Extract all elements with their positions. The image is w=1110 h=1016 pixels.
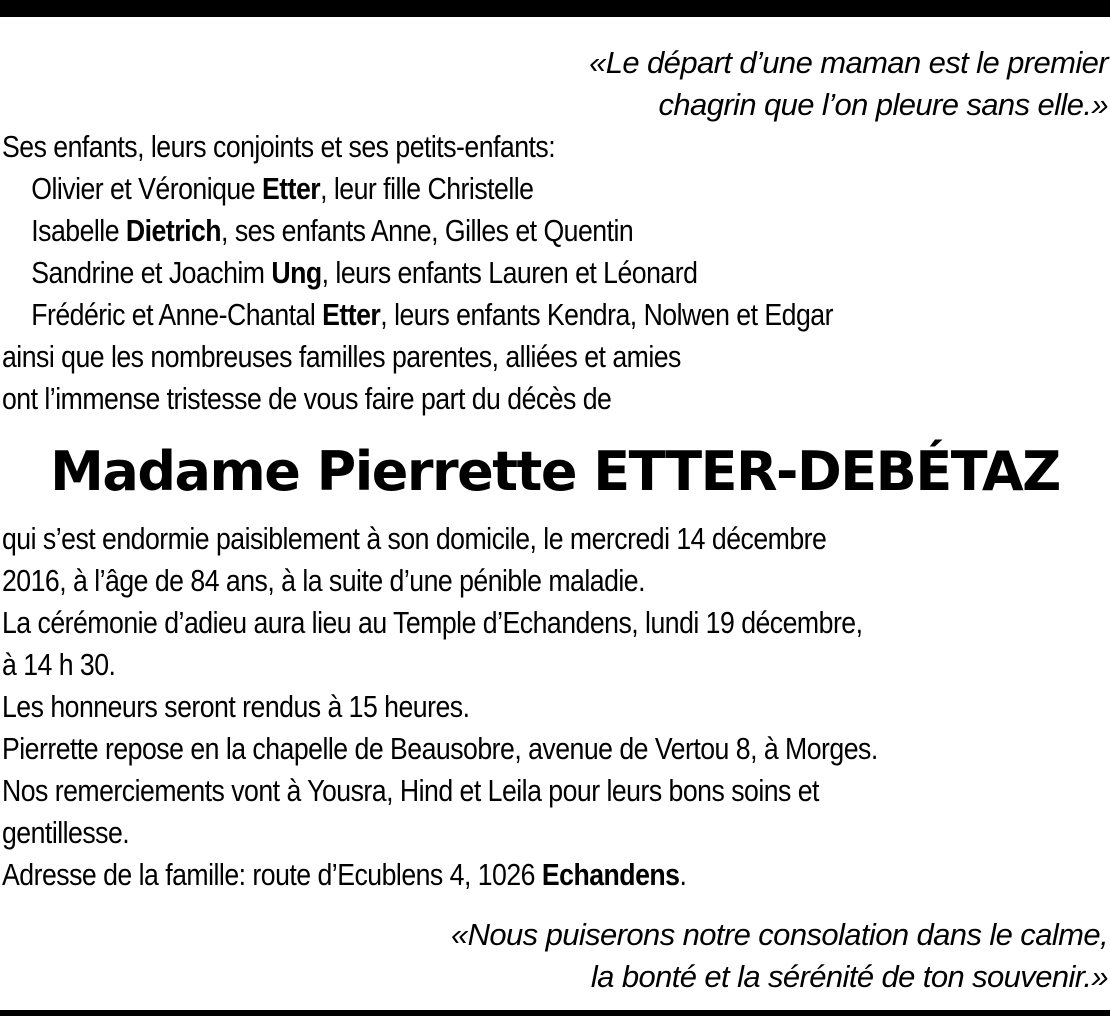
address-end: .: [679, 857, 687, 892]
opening-quote-line-2: chagrin que l’on pleure sans elle.»: [658, 87, 1108, 122]
family-intro: Ses enfants, leurs conjoints et ses petits-enfants:: [2, 129, 556, 164]
honours-line: Les honneurs seront rendus à 15 heures.: [2, 689, 470, 724]
address-text: Adresse de la famille: route d’Ecublens 4, 1026: [2, 857, 542, 892]
top-rule: [0, 0, 1110, 17]
family-member-surname: Etter: [261, 171, 321, 206]
family-member-surname: Dietrich: [125, 213, 222, 248]
family-member-post: , ses enfants Anne, Gilles et Quentin: [221, 213, 634, 248]
ceremony-line-1: La cérémonie d’adieu aura lieu au Temple d’Echandens, lundi 19 décembre,: [2, 605, 863, 640]
deceased-name: Madame Pierrette ETTER-DEBÉTAZ: [50, 440, 1060, 503]
family-member-surname: Etter: [322, 297, 381, 332]
family-member-line: [2, 294, 953, 336]
opening-quote-line-1: «Le départ d’une maman est le premier: [589, 45, 1108, 80]
family-member-post: , leurs enfants Lauren et Léonard: [321, 255, 698, 290]
death-details-line-2: 2016, à l’âge de 84 ans, à la suite d’une pénible maladie.: [2, 563, 645, 598]
closing-quote-line-2: la bonté et la sérénité de ton souvenir.»: [590, 959, 1108, 994]
family-member-line: [2, 210, 953, 252]
address-city: Echandens: [541, 857, 680, 892]
family-member-pre: Isabelle: [31, 213, 126, 248]
bottom-rule: [0, 1010, 1110, 1016]
family-member-post: , leur fille Christelle: [320, 171, 534, 206]
announcement-line: ont l’immense tristesse de vous faire part du décès de: [2, 381, 612, 416]
ceremony-line-2: à 14 h 30.: [2, 647, 116, 682]
family-member-post: , leurs enfants Kendra, Nolwen et Edgar: [380, 297, 833, 332]
family-member-line: [2, 252, 953, 294]
thanks-line-1: Nos remerciements vont à Yousra, Hind et Leila pour leurs bons soins et: [2, 773, 819, 808]
family-member-surname: Ung: [271, 255, 322, 290]
family-member-pre: Olivier et Véronique: [31, 171, 262, 206]
thanks-line-2: gentillesse.: [2, 815, 130, 850]
family-member-pre: Sandrine et Joachim: [31, 255, 272, 290]
family-address: [2, 854, 953, 896]
relatives-line: ainsi que les nombreuses familles parentes, alliées et amies: [2, 339, 681, 374]
obituary-notice: [2, 42, 1108, 998]
death-details-line-1: qui s’est endormie paisiblement à son domicile, le mercredi 14 décembre: [2, 521, 827, 556]
family-member-line: [2, 168, 953, 210]
rest-location-line: Pierrette repose en la chapelle de Beausobre, avenue de Vertou 8, à Morges.: [2, 731, 878, 766]
closing-quote-line-1: «Nous puiserons notre consolation dans le calme,: [450, 917, 1108, 952]
family-member-pre: Frédéric et Anne-Chantal: [31, 297, 323, 332]
